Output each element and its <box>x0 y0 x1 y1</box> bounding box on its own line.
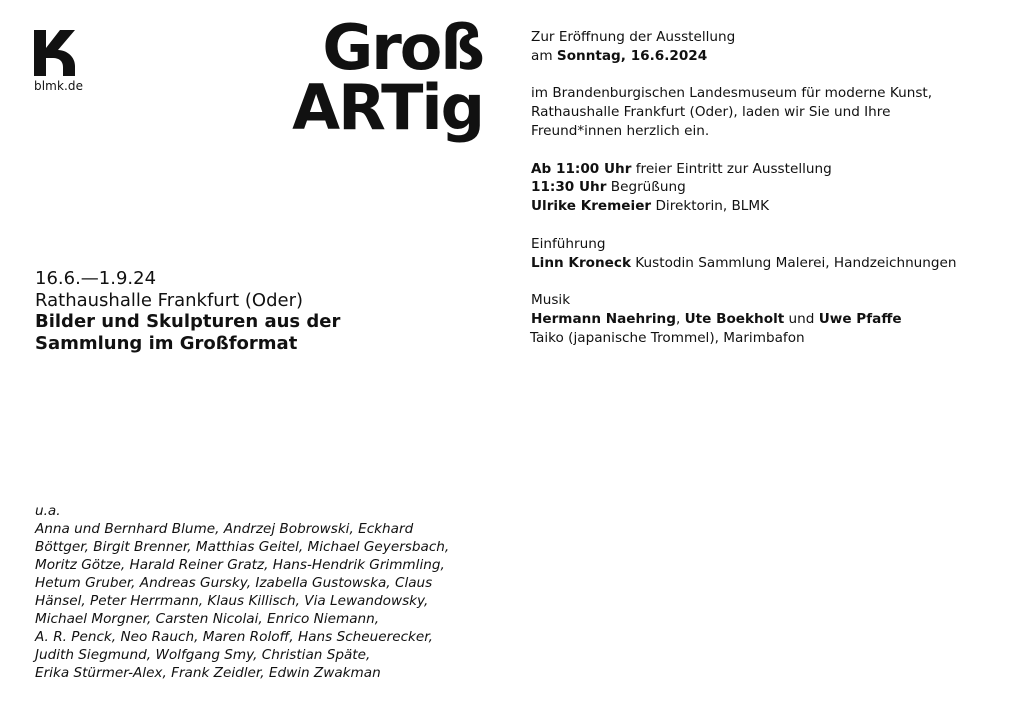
artist-line: Erika Stürmer-Alex, Frank Zeidler, Edwin Zwakman <box>35 665 381 681</box>
program-text: Begrüßung <box>606 179 686 196</box>
instruments: Taiko (japanische Trommel), Marimbafon <box>530 329 805 346</box>
website-link[interactable]: blmk.de <box>34 79 84 93</box>
artist-line: Anna und Bernhard Blume, Andrzej Bobrowski, Eckhard <box>35 521 414 537</box>
invitation-text <box>531 28 991 348</box>
introduction-role: Kustodin Sammlung Malerei, Handzeichnungen <box>630 254 957 271</box>
exhibition-dates: 16.6.—1.9.24 <box>35 268 157 289</box>
introduction-line <box>531 254 991 273</box>
separator: und <box>784 310 819 327</box>
blmk-logo-mark <box>34 30 78 76</box>
musician-name: Ute Boekholt <box>684 310 785 327</box>
artist-line: Judith Siegmund, Wolfgang Smy, Christian Späte, <box>35 647 371 663</box>
title-line-1: Groß <box>322 11 483 84</box>
invite-line-2: Rathaushalle Frankfurt (Oder), laden wir Sie und Ihre <box>531 104 891 121</box>
artist-line: Hänsel, Peter Herrmann, Klaus Killisch, Via Lewandowsky, <box>35 593 429 609</box>
opening-prefix: am <box>531 47 557 64</box>
program-item <box>531 197 991 216</box>
program-item <box>531 178 991 197</box>
program-time: 11:30 Uhr <box>531 179 607 196</box>
program-time: Ab 11:00 Uhr <box>531 160 632 177</box>
musician-name: Uwe Pfaffe <box>818 310 902 327</box>
artist-line: Böttger, Birgit Brenner, Matthias Geitel, Michael Geyersbach, <box>35 539 450 555</box>
exhibition-subtitle-line-1: Bilder und Skulpturen aus der <box>35 311 341 332</box>
program-text: freier Eintritt zur Ausstellung <box>631 160 832 177</box>
program-speaker: Ulrike Kremeier <box>531 198 652 215</box>
program-item <box>531 160 991 179</box>
title-line-2: ARTig <box>292 71 483 144</box>
exhibition-info <box>35 268 475 354</box>
exhibition-subtitle-line-2: Sammlung im Großformat <box>35 332 298 354</box>
invite-line-1: im Brandenburgischen Landesmuseum für moderne Kunst, <box>531 85 933 102</box>
introduction-label: Einführung <box>531 235 606 252</box>
artist-line: Hetum Gruber, Andreas Gursky, Izabella Gustowska, Claus <box>35 575 433 591</box>
artist-list-intro: u.a. <box>35 503 61 519</box>
artist-line: A. R. Penck, Neo Rauch, Maren Roloff, Hans Scheuerecker, <box>35 629 433 645</box>
opening-intro: Zur Eröffnung der Ausstellung <box>531 29 736 45</box>
exhibition-venue: Rathaushalle Frankfurt (Oder) <box>35 289 304 311</box>
artist-list <box>35 502 485 682</box>
musician-name: Hermann Naehring <box>531 310 676 327</box>
artist-line: Michael Morgner, Carsten Nicolai, Enrico Niemann, <box>35 611 380 627</box>
exhibition-title <box>292 11 483 144</box>
musicians-line <box>531 310 991 329</box>
opening-date-line <box>531 47 991 66</box>
artist-line: Moritz Götze, Harald Reiner Gratz, Hans-Hendrik Grimmling, <box>35 557 445 573</box>
introduction-speaker: Linn Kroneck <box>531 254 631 271</box>
k-logo-icon <box>34 30 78 76</box>
music-label: Musik <box>531 292 571 309</box>
program-text: Direktorin, BLMK <box>651 198 770 215</box>
opening-date: Sonntag, 16.6.2024 <box>556 47 708 64</box>
invite-line-3: Freund*innen herzlich ein. <box>531 122 710 139</box>
separator: , <box>675 310 685 327</box>
